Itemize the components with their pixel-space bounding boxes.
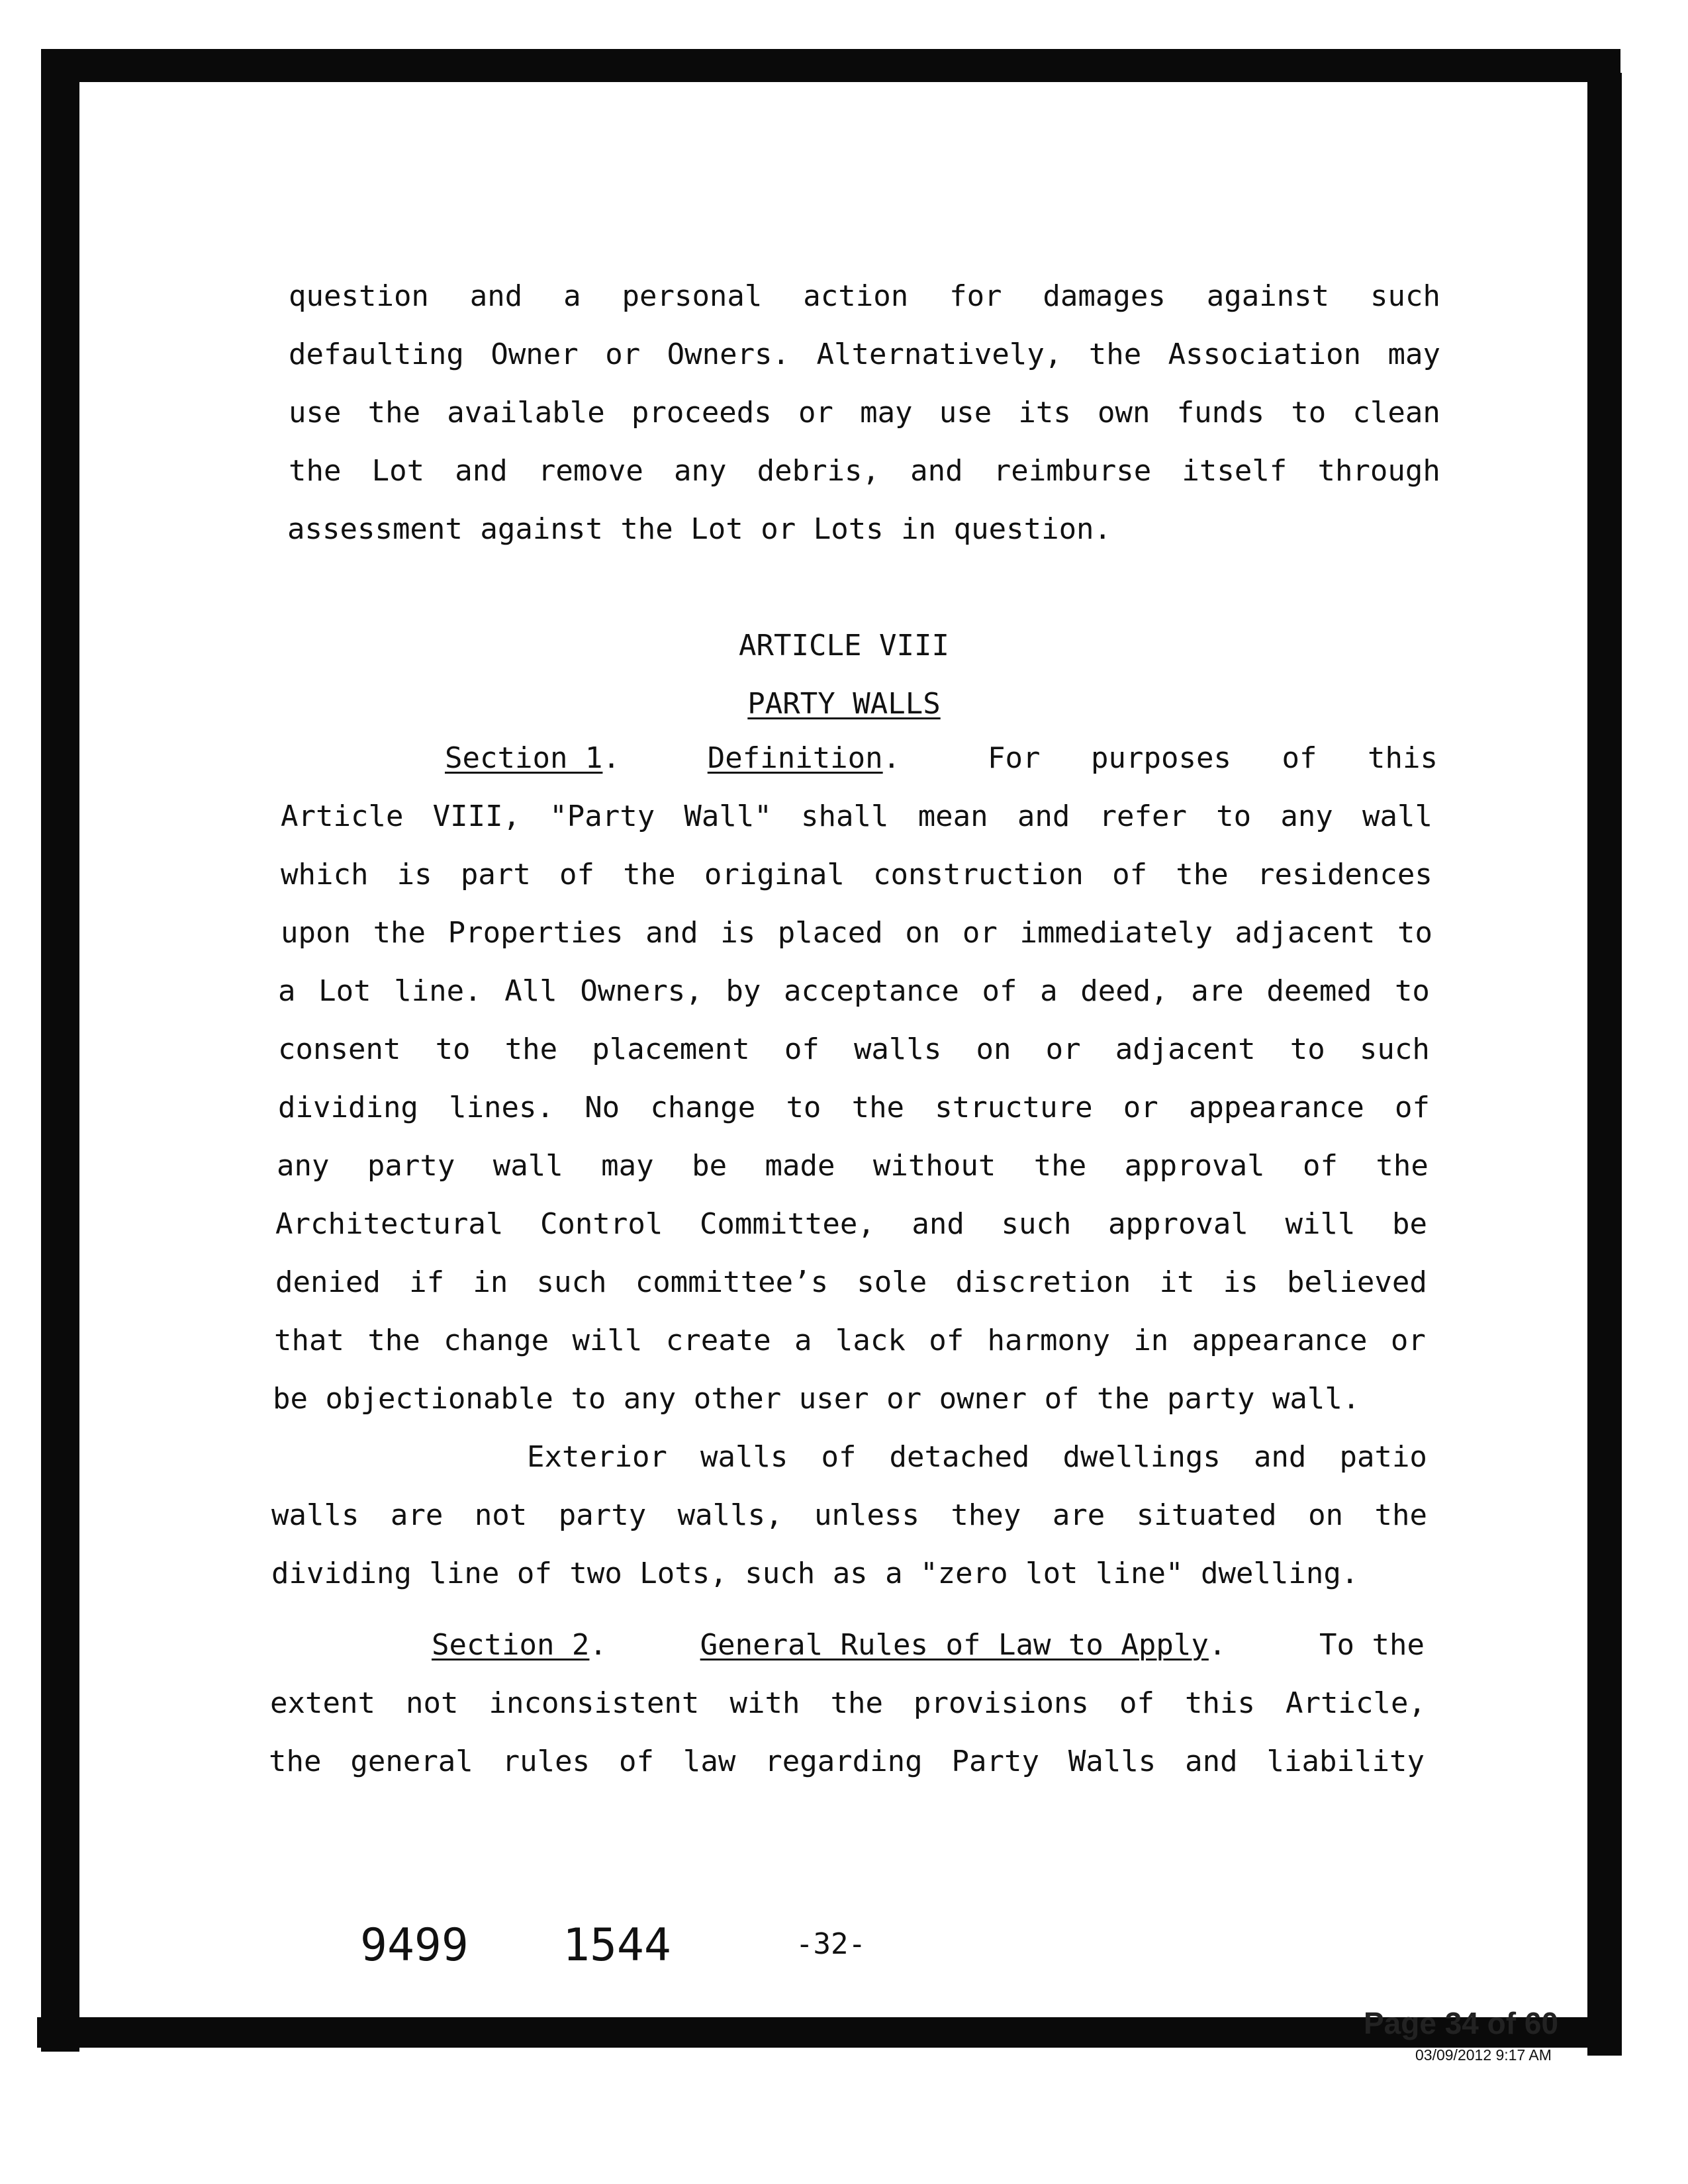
page-count-stamp: Page 34 of 60 [1364, 2006, 1559, 2040]
word: remove [538, 454, 643, 488]
text-line: assessment against the Lot or Lots in question. [287, 512, 1112, 546]
word: such [1370, 279, 1440, 313]
word: walls, [677, 1498, 783, 1532]
word: or [1045, 1032, 1081, 1066]
word: any [673, 454, 727, 488]
word: adjacent [1235, 916, 1376, 950]
section-2-first-line [432, 1628, 1425, 1662]
word: to [1394, 974, 1430, 1008]
word: consent [278, 1032, 401, 1066]
word: the [373, 916, 426, 950]
word: and [910, 454, 963, 488]
word: line. [394, 974, 482, 1008]
text-line [269, 1745, 1425, 1778]
word: Exterior [527, 1440, 667, 1474]
word: create [665, 1324, 771, 1357]
word: sole [857, 1265, 927, 1299]
word: of [1395, 1091, 1430, 1124]
word: extent [270, 1686, 375, 1720]
word: or [798, 396, 833, 430]
section-2-first-line-rest: To the [1319, 1628, 1425, 1662]
word: without [872, 1149, 996, 1183]
section-1-label: Section 1 [445, 741, 603, 775]
word: use [939, 396, 992, 430]
word: or [1390, 1324, 1426, 1357]
word: part [460, 858, 531, 891]
word: Control [539, 1207, 663, 1241]
word: may [601, 1149, 654, 1183]
text-line [278, 974, 1430, 1008]
word: may [860, 396, 913, 430]
word: and [1185, 1745, 1238, 1778]
section-2-title: General Rules of Law to Apply. [700, 1628, 1227, 1662]
word: the [504, 1032, 558, 1066]
text-line [527, 1440, 1427, 1474]
word: will [572, 1324, 643, 1357]
word: provisions [914, 1686, 1089, 1720]
word: Article [281, 799, 404, 833]
word: personal [622, 279, 763, 313]
word: unless [814, 1498, 919, 1532]
word: dividing [278, 1091, 418, 1124]
scan-border-left [41, 49, 79, 2052]
word: of [982, 974, 1017, 1008]
word: made [765, 1149, 835, 1183]
word: deemed [1266, 974, 1372, 1008]
word: of [784, 1032, 820, 1066]
word: believed [1286, 1265, 1427, 1299]
word: be [692, 1149, 727, 1183]
word: and [1017, 799, 1070, 833]
word: placement [592, 1032, 750, 1066]
word: approval [1107, 1207, 1248, 1241]
word: walls [853, 1032, 942, 1066]
word: of [619, 1745, 654, 1778]
word: denied [275, 1265, 381, 1299]
word: Association [1168, 338, 1362, 371]
word: the [269, 1745, 322, 1778]
word: and [455, 454, 508, 488]
word: a [794, 1324, 812, 1357]
word: adjacent [1115, 1032, 1256, 1066]
text-line: be objectionable to any other user or owner of the party wall. [273, 1382, 1360, 1416]
word: on [976, 1032, 1011, 1066]
word: defaulting [289, 338, 464, 371]
word: are [390, 1498, 444, 1532]
word: the [1088, 338, 1142, 371]
word: a [1040, 974, 1058, 1008]
text-line [278, 1091, 1430, 1124]
word: the [851, 1091, 905, 1124]
word: general [350, 1745, 473, 1778]
word: walls [700, 1440, 788, 1474]
word: the [623, 858, 676, 891]
word: mean [917, 799, 988, 833]
section-2-heading: Section 2. [432, 1628, 607, 1662]
word: Owner [491, 338, 579, 371]
word: wall [1362, 799, 1432, 833]
word: damages [1043, 279, 1166, 313]
word: purposes [1091, 741, 1231, 775]
word: regarding [765, 1745, 923, 1778]
word: approval [1124, 1149, 1265, 1183]
word: such [536, 1265, 607, 1299]
text-line [289, 396, 1440, 430]
word: to [435, 1032, 471, 1066]
word: change [650, 1091, 756, 1124]
word: of [929, 1324, 964, 1357]
word: construction [873, 858, 1084, 891]
word: Lot [371, 454, 425, 488]
word: and [645, 916, 698, 950]
word: harmony [987, 1324, 1110, 1357]
word: is [397, 858, 432, 891]
word: not [406, 1686, 459, 1720]
word: No [585, 1091, 620, 1124]
word: Architectural [275, 1207, 504, 1241]
word: "Party [549, 799, 655, 833]
word: VIII, [432, 799, 521, 833]
section-1-first-line-rest [988, 741, 1438, 775]
word: this [1368, 741, 1438, 775]
word: Owners. [667, 338, 790, 371]
word: law [682, 1745, 736, 1778]
word: reimburse [993, 454, 1152, 488]
text-line [277, 1149, 1429, 1183]
word: lack [835, 1324, 906, 1357]
word: Walls [1068, 1745, 1156, 1778]
text-line [289, 338, 1440, 371]
word: the [1376, 1149, 1429, 1183]
scan-border-top [41, 49, 1620, 82]
text-line [281, 799, 1432, 833]
text-line [278, 1032, 1430, 1066]
word: for [949, 279, 1002, 313]
word: For [987, 741, 1041, 775]
word: action [803, 279, 909, 313]
text-line [275, 1265, 1427, 1299]
text-line [275, 1207, 1427, 1241]
word: change [444, 1324, 549, 1357]
word: wall [492, 1149, 563, 1183]
word: that [274, 1324, 344, 1357]
word: shall [801, 799, 889, 833]
word: walls [271, 1498, 359, 1532]
word: the [1374, 1498, 1427, 1532]
page-reference: 1544 [563, 1919, 671, 1972]
article-title-text: PARTY WALLS [747, 687, 941, 721]
word: on [905, 916, 941, 950]
word: the [1033, 1149, 1087, 1183]
word: discretion [955, 1265, 1131, 1299]
page-number: -32- [796, 1927, 866, 1961]
word: own [1098, 396, 1150, 430]
word: will [1285, 1207, 1356, 1241]
word: All [504, 974, 557, 1008]
word: not [474, 1498, 528, 1532]
word: dwellings [1062, 1440, 1221, 1474]
word: in [473, 1265, 508, 1299]
word: residences [1256, 858, 1432, 891]
word: are [1191, 974, 1244, 1008]
text-line: dividing line of two Lots, such as a "zero lot line" dwelling. [271, 1557, 1359, 1590]
word: it [1159, 1265, 1195, 1299]
article-number: ARTICLE VIII [739, 629, 949, 662]
word: and [912, 1207, 964, 1241]
word: a [278, 974, 296, 1008]
word: the [830, 1686, 883, 1720]
word: any [277, 1149, 330, 1183]
word: use [289, 396, 342, 430]
word: with [729, 1686, 800, 1720]
word: through [1317, 454, 1440, 488]
word: of [821, 1440, 857, 1474]
word: to [1397, 916, 1432, 950]
word: and [1253, 1440, 1307, 1474]
word: Owners, [580, 974, 703, 1008]
word: of [559, 858, 594, 891]
article-title [0, 687, 1688, 721]
word: debris, [757, 454, 880, 488]
word: itself [1182, 454, 1288, 488]
text-line [289, 279, 1440, 313]
word: question [289, 279, 429, 313]
word: the [1176, 858, 1229, 891]
section-1-first-line [445, 741, 1438, 775]
word: upon [281, 916, 351, 950]
section-1-title-text: Definition [707, 741, 883, 775]
word: or [1123, 1091, 1158, 1124]
text-line [289, 454, 1440, 488]
word: patio [1339, 1440, 1427, 1474]
word: original [704, 858, 845, 891]
section-2-label: Section 2 [432, 1628, 590, 1662]
word: is [720, 916, 756, 950]
word: placed [777, 916, 883, 950]
text-line [281, 916, 1432, 950]
word: Properties [447, 916, 624, 950]
word: inconsistent [489, 1686, 700, 1720]
word: rules [502, 1745, 590, 1778]
word: the [367, 1324, 420, 1357]
word: available [447, 396, 605, 430]
word: which [281, 858, 369, 891]
word: the [289, 454, 342, 488]
word: deed, [1080, 974, 1168, 1008]
word: may [1387, 338, 1440, 371]
scan-border-right [1587, 73, 1622, 2056]
word: clean [1352, 396, 1440, 430]
word: situated [1136, 1498, 1277, 1532]
text-line [270, 1686, 1426, 1720]
word: are [1052, 1498, 1105, 1532]
word: appearance [1188, 1091, 1364, 1124]
word: they [951, 1498, 1021, 1532]
word: Party [951, 1745, 1039, 1778]
word: or [605, 338, 641, 371]
word: such [1001, 1207, 1072, 1241]
word: by [726, 974, 761, 1008]
word: against [1206, 279, 1330, 313]
word: liability [1266, 1745, 1425, 1778]
word: is [1223, 1265, 1258, 1299]
word: Lot [318, 974, 371, 1008]
word: such [1359, 1032, 1430, 1066]
word: committee’s [635, 1265, 829, 1299]
word: Wall" [684, 799, 772, 833]
word: of [1282, 741, 1317, 775]
word: appearance [1192, 1324, 1368, 1357]
datetime-stamp: 03/09/2012 9:17 AM [1415, 2046, 1552, 2064]
word: be [1392, 1207, 1427, 1241]
word: lines. [449, 1091, 555, 1124]
word: to [1289, 1032, 1325, 1066]
word: this [1185, 1686, 1255, 1720]
word: of [1302, 1149, 1338, 1183]
word: party [558, 1498, 647, 1532]
word: a [563, 279, 581, 313]
word: funds [1176, 396, 1265, 430]
word: proceeds [631, 396, 772, 430]
word: to [786, 1091, 821, 1124]
word: the [367, 396, 421, 430]
section-2-title-text: General Rules of Law to Apply [700, 1628, 1209, 1662]
word: refer [1099, 799, 1187, 833]
word: its [1018, 396, 1071, 430]
word: party [367, 1149, 455, 1183]
word: Article, [1286, 1686, 1426, 1720]
word: to [1216, 799, 1252, 833]
word: any [1280, 799, 1333, 833]
text-line [274, 1324, 1426, 1357]
word: Committee, [699, 1207, 875, 1241]
book-number: 9499 [360, 1919, 469, 1972]
text-line [281, 858, 1432, 891]
word: detached [889, 1440, 1030, 1474]
text-line [271, 1498, 1427, 1532]
word: or [962, 916, 998, 950]
word: of [1119, 1686, 1154, 1720]
word: to [1291, 396, 1327, 430]
word: immediately [1019, 916, 1213, 950]
word: and [469, 279, 523, 313]
section-1-title: Definition. [707, 741, 901, 775]
word: in [1133, 1324, 1169, 1357]
word: Alternatively, [816, 338, 1062, 371]
section-1-heading: Section 1. [445, 741, 620, 775]
word: structure [935, 1091, 1093, 1124]
word: acceptance [784, 974, 959, 1008]
word: of [1112, 858, 1148, 891]
word: on [1308, 1498, 1344, 1532]
word: if [409, 1265, 445, 1299]
